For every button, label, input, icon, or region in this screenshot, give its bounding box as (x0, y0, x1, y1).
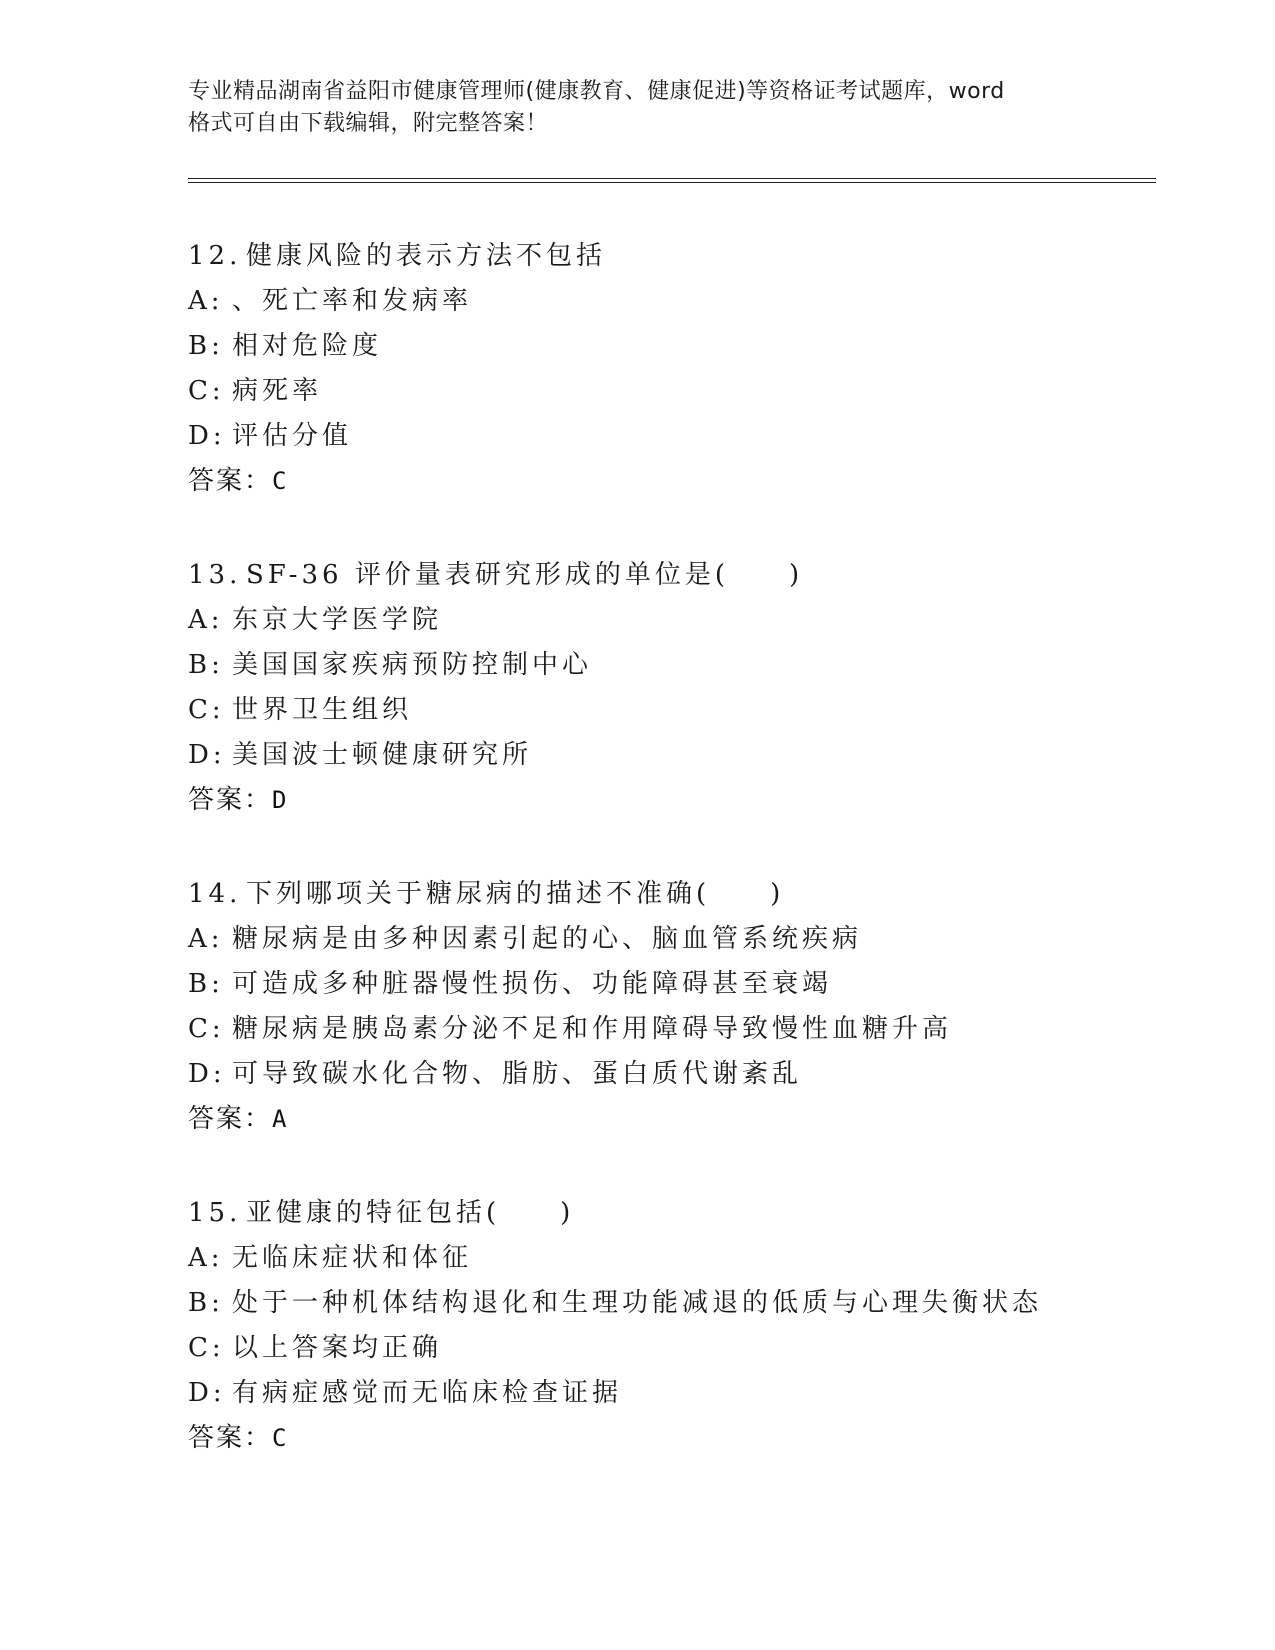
option-c (188, 688, 1188, 733)
question-number: 14. (188, 879, 242, 909)
option-c (188, 1326, 1188, 1371)
answer-label: 答案： (188, 1423, 273, 1453)
question-text: 健康风险的表示方法不包括 (246, 241, 607, 271)
header-divider-top (188, 178, 1156, 179)
option-letter: D: (188, 421, 226, 451)
option-text: 以上答案均正确 (232, 1333, 443, 1363)
option-letter: B: (188, 650, 224, 680)
option-letter: C: (188, 1014, 225, 1044)
option-text: 病死率 (232, 376, 323, 406)
option-letter: B: (188, 969, 224, 999)
option-letter: C: (188, 376, 225, 406)
question-stem (188, 553, 1188, 598)
option-text: 无临床症状和体征 (232, 1243, 473, 1273)
question-text: SF-36 评价量表研究形成的单位是( ) (246, 560, 804, 590)
question-text: 亚健康的特征包括( ) (246, 1198, 575, 1228)
answer-line (188, 778, 1188, 823)
option-d (188, 1052, 1188, 1097)
option-letter: D: (188, 1378, 226, 1408)
answer-value: C (272, 467, 287, 495)
option-b (188, 324, 1188, 369)
answer-line (188, 1416, 1188, 1461)
question-12 (188, 234, 1188, 504)
option-text: 、死亡率和发病率 (232, 286, 473, 316)
option-d (188, 733, 1188, 778)
option-text: 可导致碳水化合物、脂肪、蛋白质代谢紊乱 (232, 1059, 803, 1089)
option-text: 可造成多种脏器慢性损伤、功能障碍甚至衰竭 (232, 969, 833, 999)
option-d (188, 414, 1188, 459)
question-number: 13. (188, 560, 242, 590)
option-d (188, 1371, 1188, 1416)
question-number: 15. (188, 1198, 242, 1228)
option-text: 相对危险度 (232, 331, 383, 361)
option-text: 东京大学医学院 (232, 605, 443, 635)
option-letter: B: (188, 331, 224, 361)
option-b (188, 643, 1188, 688)
answer-value: D (272, 786, 287, 814)
question-number: 12. (188, 241, 242, 271)
option-b (188, 962, 1188, 1007)
option-text: 美国国家疾病预防控制中心 (232, 650, 593, 680)
option-text: 处于一种机体结构退化和生理功能减退的低质与心理失衡状态 (232, 1288, 1043, 1318)
question-stem (188, 872, 1188, 917)
question-stem (188, 1191, 1188, 1236)
option-text: 世界卫生组织 (232, 695, 413, 725)
option-letter: D: (188, 1059, 226, 1089)
question-15 (188, 1191, 1188, 1461)
option-text: 糖尿病是由多种因素引起的心、脑血管系统疾病 (232, 924, 863, 954)
header-divider-bottom (188, 182, 1156, 183)
question-13 (188, 553, 1188, 823)
option-letter: A: (188, 924, 224, 954)
header-line-1: 专业精品湖南省益阳市健康管理师(健康教育、健康促进)等资格证考试题库，word (188, 79, 1005, 104)
option-a (188, 1236, 1188, 1281)
option-letter: B: (188, 1288, 224, 1318)
option-text: 有病症感觉而无临床检查证据 (232, 1378, 623, 1408)
answer-label: 答案： (188, 466, 273, 496)
answer-line (188, 459, 1188, 504)
option-c (188, 1007, 1188, 1052)
option-letter: C: (188, 1333, 225, 1363)
answer-line (188, 1097, 1188, 1142)
option-a (188, 598, 1188, 643)
option-text: 评估分值 (232, 421, 353, 451)
question-text: 下列哪项关于糖尿病的描述不准确( ) (246, 879, 785, 909)
answer-value: C (272, 1424, 287, 1452)
option-letter: A: (188, 605, 224, 635)
option-letter: A: (188, 286, 224, 316)
option-text: 糖尿病是胰岛素分泌不足和作用障碍导致慢性血糖升高 (232, 1014, 953, 1044)
document-header (188, 76, 1088, 140)
option-letter: D: (188, 740, 226, 770)
answer-label: 答案： (188, 1104, 273, 1134)
question-stem (188, 234, 1188, 279)
option-c (188, 369, 1188, 414)
option-a (188, 917, 1188, 962)
option-text: 美国波士顿健康研究所 (232, 740, 533, 770)
option-letter: C: (188, 695, 225, 725)
header-line-2: 格式可自由下载编辑，附完整答案！ (188, 111, 549, 136)
answer-value: A (272, 1105, 287, 1133)
option-a (188, 279, 1188, 324)
option-b (188, 1281, 1188, 1326)
question-14 (188, 872, 1188, 1142)
option-letter: A: (188, 1243, 224, 1273)
answer-label: 答案： (188, 785, 273, 815)
